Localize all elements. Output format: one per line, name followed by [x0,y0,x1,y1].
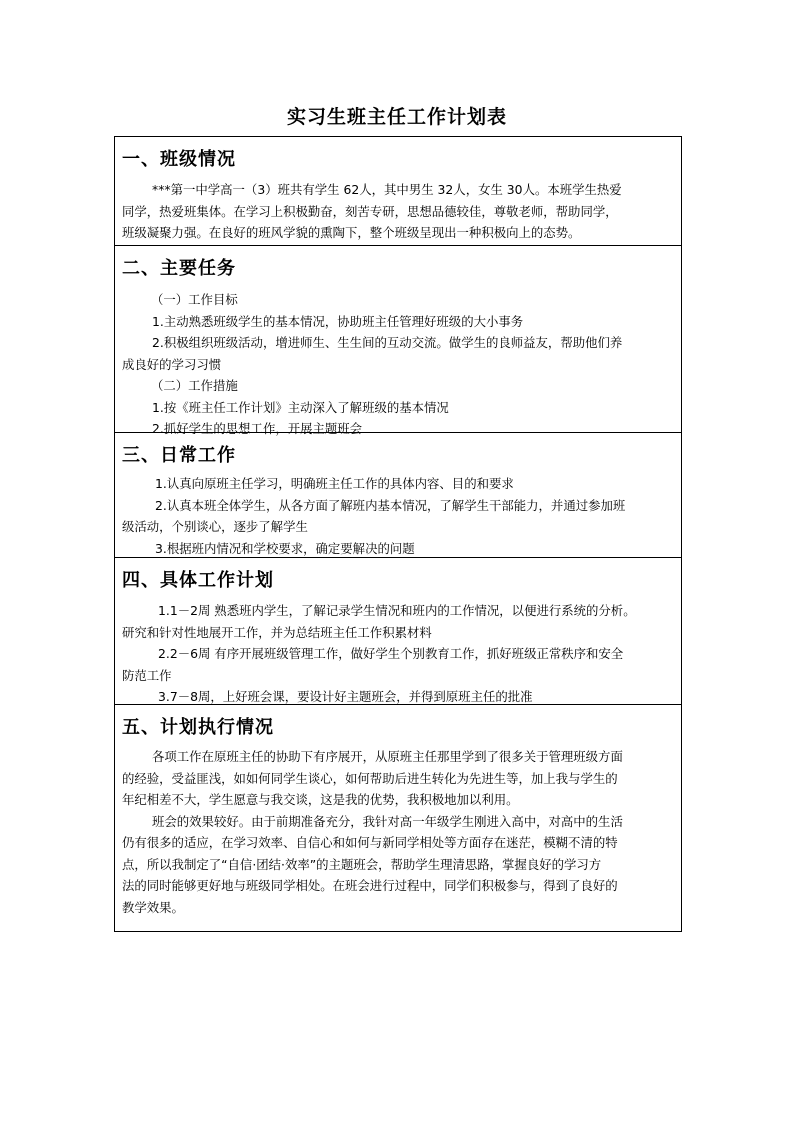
page-title: 实习生班主任工作计划表 [286,106,507,128]
section-class-info [115,137,681,246]
text-line: 2.2－6周 有序开展班级管理工作，做好学生个别教育工作，抓好班级正常秩序和安全 [158,646,624,661]
section-heading: 三、日常工作 [122,445,236,466]
text-line: 班级凝聚力强。在良好的班风学貌的熏陶下，整个班级呈现出一种积极向上的态势。 [122,225,581,240]
text-line: ***第一中学高一（3）班共有学生 62人，其中男生 32人，女生 30人。本班学生热爱 [152,182,622,197]
section-heading: 四、具体工作计划 [122,570,274,591]
text-line: 法的同时能够更好地与班级同学相处。在班会进行过程中，同学们积极参与，得到了良好的 [122,878,618,893]
text-line: 成良好的学习习惯 [122,356,222,372]
text-line: 各项工作在原班主任的协助下有序展开，从原班主任那里学到了很多关于管理班级方面 [152,749,623,764]
section-body [122,179,675,244]
section-heading: 五、计划执行情况 [122,717,274,738]
text-line: 1.按《班主任工作计划》主动深入了解班级的基本情况 [152,399,449,415]
text-line: 的经验，受益匪浅，如如何同学生谈心，如何帮助后进生转化为先进生等，加上我与学生的 [122,770,618,786]
section-body [122,473,675,559]
text-line: 2.认真本班全体学生，从各方面了解班内基本情况，了解学生干部能力，并通过参加班 [155,497,626,513]
section-heading: 一、班级情况 [122,149,236,170]
section-heading: 二、主要任务 [122,258,236,279]
section-body [122,746,675,918]
text-line: 防范工作 [122,667,172,683]
section-body [122,600,675,708]
text-line: 2.抓好学生的思想工作，开展主题班会 [152,421,363,436]
text-line: 2.积极组织班级活动，增进师生、生生间的互动交流。做学生的良师益友，帮助他们养 [152,335,623,350]
section-work-plan [115,558,681,705]
text-line: 同学，热爱班集体。在学习上积极勤奋，刻苦专研，思想品德较佳，尊敬老师，帮助同学， [122,203,618,219]
subheading: （二）工作措施 [151,378,238,393]
subheading: （一）工作目标 [151,292,238,307]
text-line: 年纪相差不大，学生愿意与我交谈，这是我的优势，我积极地加以利用。 [122,792,519,807]
text-line: 仍有很多的适应，在学习效率、自信心和如何与新同学相处等方面存在迷茫，模糊不清的特 [122,835,618,850]
section-daily-work [115,433,681,558]
text-line: 教学效果。 [122,899,184,915]
text-line: 1.主动熟悉班级学生的基本情况，协助班主任管理好班级的大小事务 [152,313,524,329]
section-main-tasks [115,246,681,436]
text-line: 研究和针对性地展开工作，并为总结班主任工作积累材料 [122,624,432,640]
text-line: 3.根据班内情况和学校要求，确定要解决的问题 [155,540,415,556]
text-line: 1.认真向原班主任学习，明确班主任工作的具体内容、目的和要求 [155,476,514,491]
section-body [122,289,675,440]
text-line: 3.7－8周，上好班会课，要设计好主题班会，并得到原班主任的批准 [158,689,533,704]
text-line: 1.1－2周 熟悉班内学生，了解记录学生情况和班内的工作情况，以便进行系统的分析。 [158,603,636,618]
text-line: 班会的效果较好。由于前期准备充分，我针对高一年级学生刚进入高中，对高中的生活 [152,813,623,829]
text-line: 点，所以我制定了“自信·团结·效率”的主题班会，帮助学生理清思路，掌握良好的学习方 [122,856,602,872]
plan-table [114,136,682,932]
text-line: 级活动，个别谈心，逐步了解学生 [122,519,308,534]
section-execution [115,705,681,931]
